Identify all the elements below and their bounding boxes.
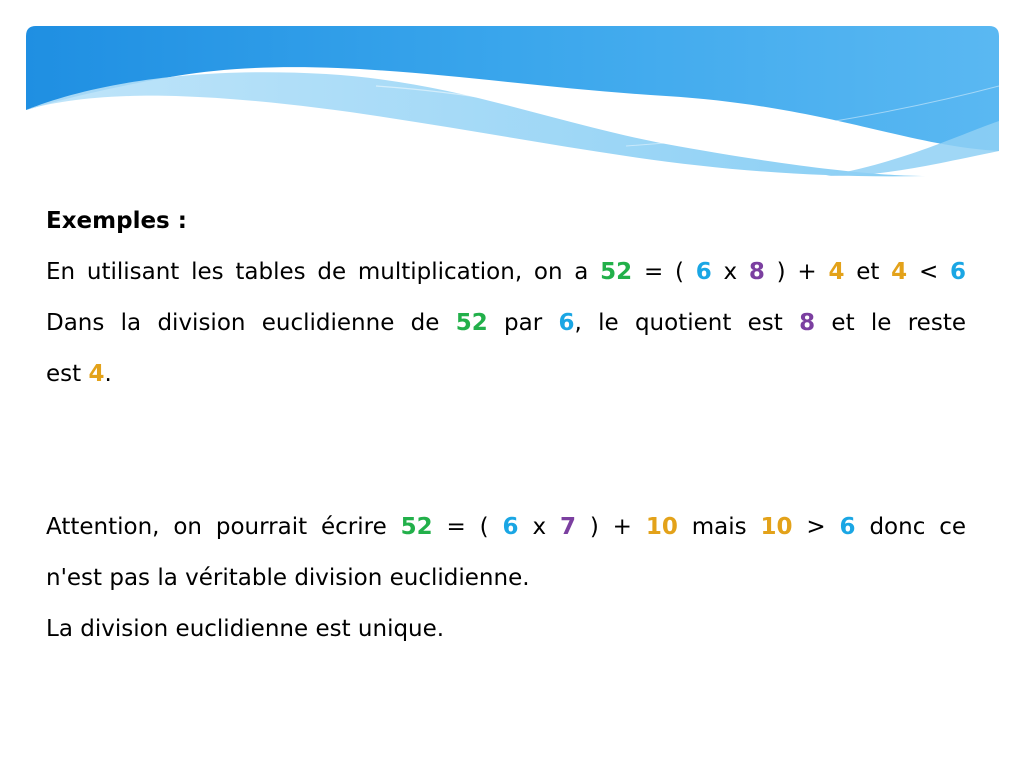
slide-content [46, 196, 966, 655]
wave-graphic [26, 26, 999, 186]
number-4: 4 [891, 259, 908, 285]
number-52: 52 [455, 310, 488, 336]
attention-line-continued: n'est pas la véritable division euclidienne. [46, 565, 530, 591]
header-wave-banner [26, 26, 999, 186]
uniqueness-statement: La division euclidienne est unique. [46, 616, 445, 642]
number-10: 10 [645, 514, 678, 540]
example-line-multiplication: En utilisant les tables de multiplication, on a 52 = ( 6 x 8 ) + 4 et 4 < 6 [46, 259, 966, 285]
number-52: 52 [400, 514, 433, 540]
number-10: 10 [760, 514, 793, 540]
attention-line: Attention, on pourrait écrire 52 = ( 6 x 7 ) + 10 mais 10 > 6 donc ce [46, 514, 967, 540]
number-8: 8 [748, 259, 765, 285]
number-4: 4 [828, 259, 845, 285]
number-52: 52 [600, 259, 633, 285]
example-line-division: Dans la division euclidienne de 52 par 6, le quotient est 8 et le reste [46, 310, 966, 336]
number-6: 6 [502, 514, 519, 540]
number-6: 6 [695, 259, 712, 285]
spacer [46, 400, 966, 502]
number-6: 6 [558, 310, 575, 336]
examples-heading: Exemples : [46, 208, 187, 234]
number-6: 6 [839, 514, 856, 540]
number-7: 7 [559, 514, 576, 540]
example-line-remainder: est 4. [46, 361, 112, 387]
number-6: 6 [949, 259, 966, 285]
number-4: 4 [88, 361, 105, 387]
number-8: 8 [799, 310, 816, 336]
